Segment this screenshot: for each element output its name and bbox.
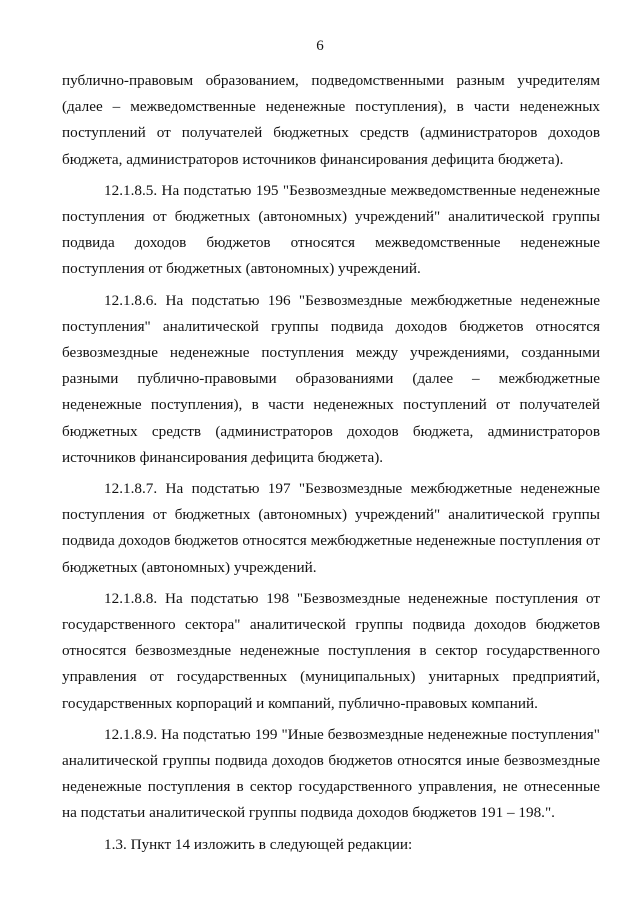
paragraph-12-1-8-5: 12.1.8.5. На подстатью 195 "Безвозмездные межведомственные неденежные поступления от бюджетных (автономных) учреждений" аналитической группы подвида доходов бюджетов относятся межведомственные неденежные поступления от бюджетных (автономных) учреждений. <box>62 181 600 278</box>
paragraph-12-1-8-7: 12.1.8.7. На подстатью 197 "Безвозмездные межбюджетные неденежные поступления от бюджетных (автономных) учреждений" аналитической группы подвида доходов бюджетов относятся межбюджетные неденежные поступления от бюджетных (автономных) учреждений. <box>62 480 600 576</box>
paragraph-12-1-8-6: 12.1.8.6. На подстатью 196 "Безвозмездные межбюджетные неденежные поступления" аналитической группы подвида доходов бюджетов относятся безвозмездные неденежные поступления между учреждениями, созданными разными публично-правовыми образованиями (далее – межбюджетные неденежные поступления), в части неденежных поступлений от получателей бюджетных средств (администраторов доходов бюджета, администраторов источников финансирования дефицита бюджета). <box>62 291 600 466</box>
paragraph-1-3: 1.3. Пункт 14 изложить в следующей редакции: <box>104 835 413 853</box>
paragraph-12-1-8-8: 12.1.8.8. На подстатью 198 "Безвозмездные неденежные поступления от государственного сектора" аналитической группы подвида доходов бюджетов относятся безвозмездные неденежные поступления в сектор государственного управления от государственных (муниципальных) унитарных предприятий, государственных корпораций и компаний, публично-правовых компаний. <box>62 589 600 712</box>
paragraph-continuation: публично-правовым образованием, подведомственными разным учредителям (далее – межведомственные неденежные поступления), в части неденежных поступлений от получателей бюджетных средств (администраторов доходов бюджета, администраторов источников финансирования дефицита бюджета). <box>62 72 600 168</box>
document-body <box>62 68 600 858</box>
page-number: 6 <box>316 38 324 54</box>
paragraph-12-1-8-9: 12.1.8.9. На подстатью 199 "Иные безвозмездные неденежные поступления" аналитической группы подвида доходов бюджетов относятся иные безвозмездные неденежные поступления в сектор государственного управления, не отнесенные на подстатьи аналитической группы подвида доходов бюджетов 191 – 198.". <box>62 725 600 822</box>
